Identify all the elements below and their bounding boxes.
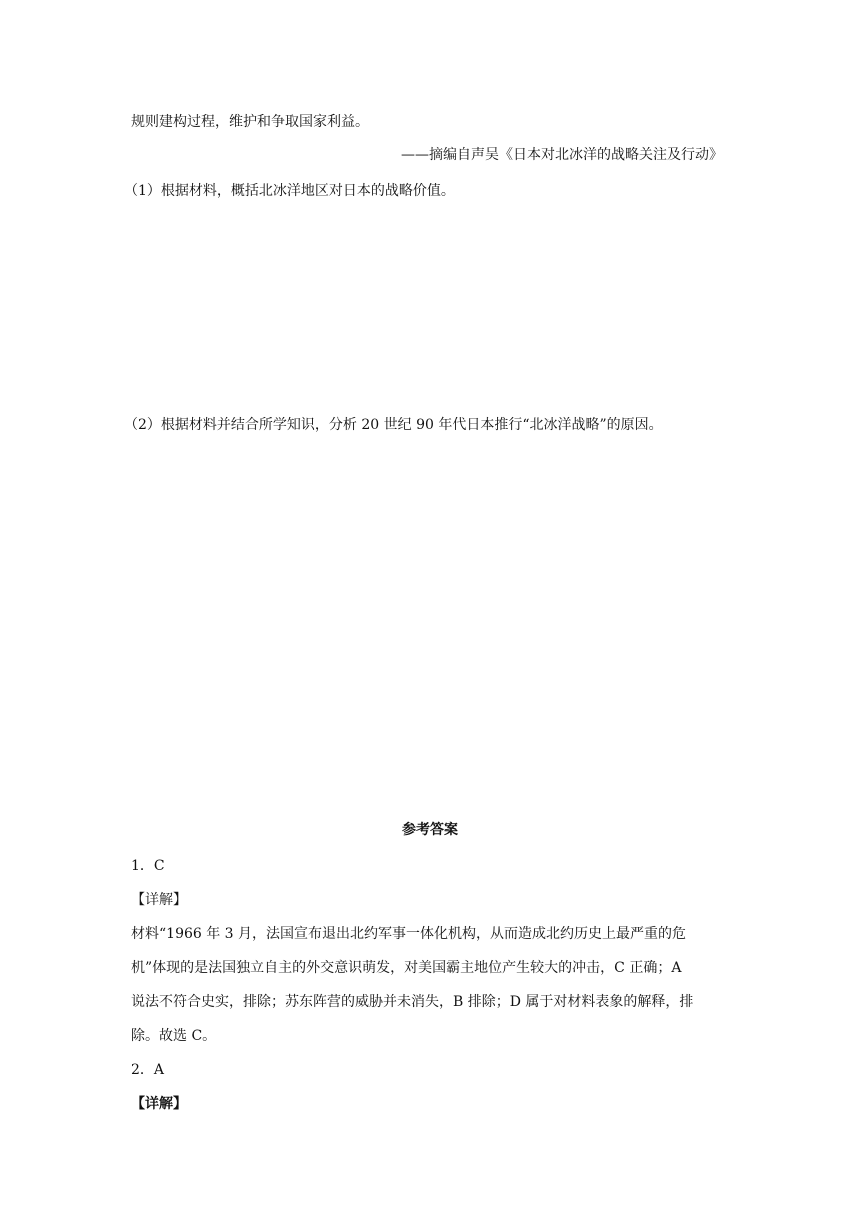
answer-2-detail-heading: 【详解】 — [131, 1096, 187, 1112]
answer-1-explanation-line-1: 材料“1966 年 3 月，法国宣布退出北约军事一体化机构，从而造成北约历史上最严重的危 — [131, 926, 687, 942]
sub-question-1: （1）根据材料，概括北冰洋地区对日本的战略价值。 — [124, 183, 455, 199]
answer-1-explanation-line-4: 除。故选 C。 — [131, 1028, 217, 1044]
source-citation: ——摘编自声吴《日本对北冰洋的战略关注及行动》 — [401, 147, 723, 163]
question-continuation: 规则建构过程，维护和争取国家利益。 — [131, 114, 369, 130]
sub-question-2: （2）根据材料并结合所学知识，分析 20 世纪 90 年代日本推行“北冰洋战略”的原因。 — [124, 417, 663, 433]
answer-2-label: 2．A — [131, 1062, 165, 1078]
answer-1-explanation-line-3: 说法不符合史实，排除；苏东阵营的威胁并未消失，B 排除；D 属于对材料表象的解释，排 — [131, 994, 694, 1010]
answer-1-label: 1．C — [131, 858, 165, 874]
answer-1-explanation-line-2: 机”体现的是法国独立自主的外交意识萌发，对美国霸主地位产生较大的冲击，C 正确；A — [131, 960, 682, 976]
answer-1-detail-heading: 【详解】 — [131, 892, 187, 908]
answers-heading: 参考答案 — [402, 822, 458, 838]
